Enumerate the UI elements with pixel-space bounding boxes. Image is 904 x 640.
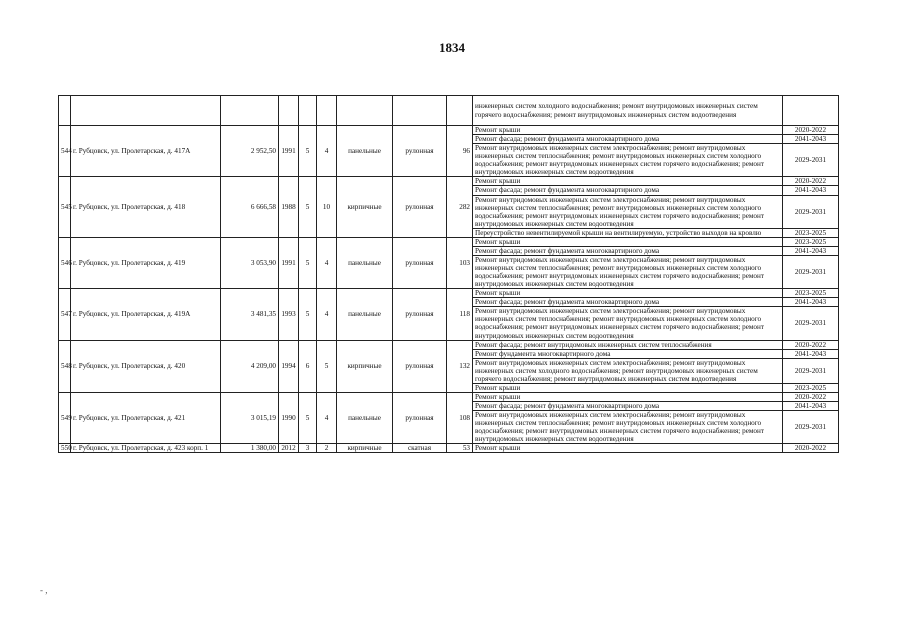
address-cell: г. Рубцовск, ул. Пролетарская, д. 419А	[71, 289, 221, 340]
period-cell: 2029-2031	[783, 144, 839, 177]
scan-mark: - ,	[40, 585, 48, 595]
cont-walls-cell	[337, 96, 393, 126]
work-cell: Ремонт фасада; ремонт внутридомовых инженерных систем теплоснабжения	[473, 340, 783, 349]
period-cell	[783, 96, 839, 126]
residents-cell: 118	[447, 289, 473, 340]
period-cell: 2029-2031	[783, 307, 839, 340]
cont-floors-cell	[299, 96, 317, 126]
work-cell: Переустройство невентилируемой крыши на вентилируемую, устройство выходов на кровлю	[473, 228, 783, 237]
address-cell: г. Рубцовск, ул. Пролетарская, д. 419	[71, 237, 221, 288]
cont-residents-cell	[447, 96, 473, 126]
period-cell: 2041-2043	[783, 349, 839, 358]
period-cell: 2023-2025	[783, 237, 839, 246]
walls-cell: панельные	[337, 392, 393, 443]
address-cell: г. Рубцовск, ул. Пролетарская, д. 418	[71, 177, 221, 237]
work-cell: Ремонт фасада; ремонт фундамента многоквартирного дома	[473, 135, 783, 144]
building-num-cell: 545	[59, 177, 71, 237]
period-cell: 2029-2031	[783, 255, 839, 288]
year-cell: 1990	[279, 392, 299, 443]
year-cell: 1988	[279, 177, 299, 237]
area-cell: 2 952,50	[221, 126, 279, 177]
table-row	[59, 126, 839, 135]
continuation-row	[59, 96, 839, 126]
work-cell: Ремонт крыши	[473, 383, 783, 392]
floors-cell: 5	[299, 177, 317, 237]
residents-cell: 103	[447, 237, 473, 288]
work-cell: Ремонт фасада; ремонт фундамента многоквартирного дома	[473, 298, 783, 307]
work-cell: Ремонт крыши	[473, 177, 783, 186]
period-cell: 2041-2043	[783, 298, 839, 307]
area-cell: 3 481,35	[221, 289, 279, 340]
period-cell: 2023-2025	[783, 289, 839, 298]
residents-cell: 132	[447, 340, 473, 392]
table-row	[59, 392, 839, 401]
period-cell: 2020-2022	[783, 126, 839, 135]
area-cell: 6 666,58	[221, 177, 279, 237]
entrances-cell: 10	[317, 177, 337, 237]
roof-cell: рулонная	[393, 126, 447, 177]
floors-cell: 3	[299, 444, 317, 453]
roof-cell: рулонная	[393, 392, 447, 443]
work-cell: Ремонт крыши	[473, 392, 783, 401]
walls-cell: кирпичные	[337, 177, 393, 237]
table-body	[59, 96, 839, 453]
entrances-cell: 4	[317, 392, 337, 443]
table-row	[59, 289, 839, 298]
roof-cell: рулонная	[393, 237, 447, 288]
residents-cell: 108	[447, 392, 473, 443]
entrances-cell: 4	[317, 289, 337, 340]
work-cell: Ремонт внутридомовых инженерных систем электроснабжения; ремонт внутридомовых инженерных систем холодного водоснабжения; ремонт внутридомовых инженерных систем горячего водоснабжения; ремонт внутридомовых инженерных систем водоотведения	[473, 358, 783, 383]
work-cell: Ремонт внутридомовых инженерных систем электроснабжения; ремонт внутридомовых инженерных систем теплоснабжения; ремонт внутридомовых инженерных систем холодного водоснабжения; ремонт внутридомовых инженерных систем горячего водоснабжения; ремонт внутридомовых инженерных систем водоотведения	[473, 411, 783, 444]
walls-cell: панельные	[337, 126, 393, 177]
period-cell: 2023-2025	[783, 383, 839, 392]
residents-cell: 282	[447, 177, 473, 237]
work-cell: Ремонт внутридомовых инженерных систем электроснабжения; ремонт внутридомовых инженерных систем теплоснабжения; ремонт внутридомовых инженерных систем холодного водоснабжения; ремонт внутридомовых инженерных систем горячего водоснабжения; ремонт внутридомовых инженерных систем водоотведения	[473, 307, 783, 340]
work-cell: Ремонт внутридомовых инженерных систем электроснабжения; ремонт внутридомовых инженерных систем теплоснабжения; ремонт внутридомовых инженерных систем холодного водоснабжения; ремонт внутридомовых инженерных систем горячего водоснабжения; ремонт внутридомовых инженерных систем водоотведения	[473, 255, 783, 288]
area-cell: 3 015,19	[221, 392, 279, 443]
floors-cell: 5	[299, 289, 317, 340]
period-cell: 2041-2043	[783, 186, 839, 195]
area-cell: 1 380,00	[221, 444, 279, 453]
period-cell: 2023-2025	[783, 228, 839, 237]
page-number: 1834	[439, 40, 465, 55]
roof-cell: рулонная	[393, 177, 447, 237]
floors-cell: 5	[299, 237, 317, 288]
cont-roof-cell	[393, 96, 447, 126]
year-cell: 2012	[279, 444, 299, 453]
building-num-cell: 548	[59, 340, 71, 392]
work-cell: Ремонт фасада; ремонт фундамента многоквартирного дома	[473, 246, 783, 255]
walls-cell: кирпичные	[337, 444, 393, 453]
work-cell: Ремонт фасада; ремонт фундамента многоквартирного дома	[473, 402, 783, 411]
work-cell: инженерных систем холодного водоснабжения; ремонт внутридомовых инженерных систем горячего водоснабжения; ремонт внутридомовых инженерных систем водоотведения	[473, 96, 783, 126]
year-cell: 1991	[279, 237, 299, 288]
period-cell: 2029-2031	[783, 195, 839, 228]
cont-area-cell	[221, 96, 279, 126]
address-cell: г. Рубцовск, ул. Пролетарская, д. 417А	[71, 126, 221, 177]
entrances-cell: 2	[317, 444, 337, 453]
work-cell: Ремонт внутридомовых инженерных систем электроснабжения; ремонт внутридомовых инженерных систем теплоснабжения; ремонт внутридомовых инженерных систем холодного водоснабжения; ремонт внутридомовых инженерных систем горячего водоснабжения; ремонт внутридомовых инженерных систем водоотведения	[473, 144, 783, 177]
period-cell: 2029-2031	[783, 411, 839, 444]
capital-repair-table	[58, 95, 839, 453]
roof-cell: рулонная	[393, 340, 447, 392]
work-cell: Ремонт фундамента многоквартирного дома	[473, 349, 783, 358]
work-cell: Ремонт крыши	[473, 444, 783, 453]
area-cell: 3 053,90	[221, 237, 279, 288]
period-cell: 2041-2043	[783, 402, 839, 411]
period-cell: 2029-2031	[783, 358, 839, 383]
residents-cell: 96	[447, 126, 473, 177]
address-cell: г. Рубцовск, ул. Пролетарская, д. 421	[71, 392, 221, 443]
table-row	[59, 340, 839, 349]
year-cell: 1991	[279, 126, 299, 177]
period-cell: 2020-2022	[783, 340, 839, 349]
cont-entrances-cell	[317, 96, 337, 126]
period-cell: 2020-2022	[783, 177, 839, 186]
walls-cell: панельные	[337, 237, 393, 288]
building-num-cell: 546	[59, 237, 71, 288]
year-cell: 1994	[279, 340, 299, 392]
work-cell: Ремонт крыши	[473, 126, 783, 135]
entrances-cell: 5	[317, 340, 337, 392]
building-num-cell: 547	[59, 289, 71, 340]
cont-address-cell	[71, 96, 221, 126]
floors-cell: 6	[299, 340, 317, 392]
area-cell: 4 209,00	[221, 340, 279, 392]
roof-cell: скатная	[393, 444, 447, 453]
work-cell: Ремонт крыши	[473, 237, 783, 246]
period-cell: 2041-2043	[783, 246, 839, 255]
entrances-cell: 4	[317, 237, 337, 288]
entrances-cell: 4	[317, 126, 337, 177]
year-cell: 1993	[279, 289, 299, 340]
building-num-cell: 550	[59, 444, 71, 453]
table-row	[59, 177, 839, 186]
address-cell: г. Рубцовск, ул. Пролетарская, д. 420	[71, 340, 221, 392]
period-cell: 2020-2022	[783, 444, 839, 453]
floors-cell: 5	[299, 126, 317, 177]
work-cell: Ремонт крыши	[473, 289, 783, 298]
walls-cell: панельные	[337, 289, 393, 340]
work-cell: Ремонт внутридомовых инженерных систем электроснабжения; ремонт внутридомовых инженерных систем теплоснабжения; ремонт внутридомовых инженерных систем холодного водоснабжения; ремонт внутридомовых инженерных систем горячего водоснабжения; ремонт внутридомовых инженерных систем водоотведения	[473, 195, 783, 228]
cont-num-cell	[59, 96, 71, 126]
period-cell: 2020-2022	[783, 392, 839, 401]
residents-cell: 53	[447, 444, 473, 453]
floors-cell: 5	[299, 392, 317, 443]
table-row	[59, 237, 839, 246]
period-cell: 2041-2043	[783, 135, 839, 144]
walls-cell: кирпичные	[337, 340, 393, 392]
cont-year-cell	[279, 96, 299, 126]
building-num-cell: 549	[59, 392, 71, 443]
building-num-cell: 544	[59, 126, 71, 177]
roof-cell: рулонная	[393, 289, 447, 340]
work-cell: Ремонт фасада; ремонт фундамента многоквартирного дома	[473, 186, 783, 195]
address-cell: г. Рубцовск, ул. Пролетарская, д. 423 корп. 1	[71, 444, 221, 453]
table-row	[59, 444, 839, 453]
